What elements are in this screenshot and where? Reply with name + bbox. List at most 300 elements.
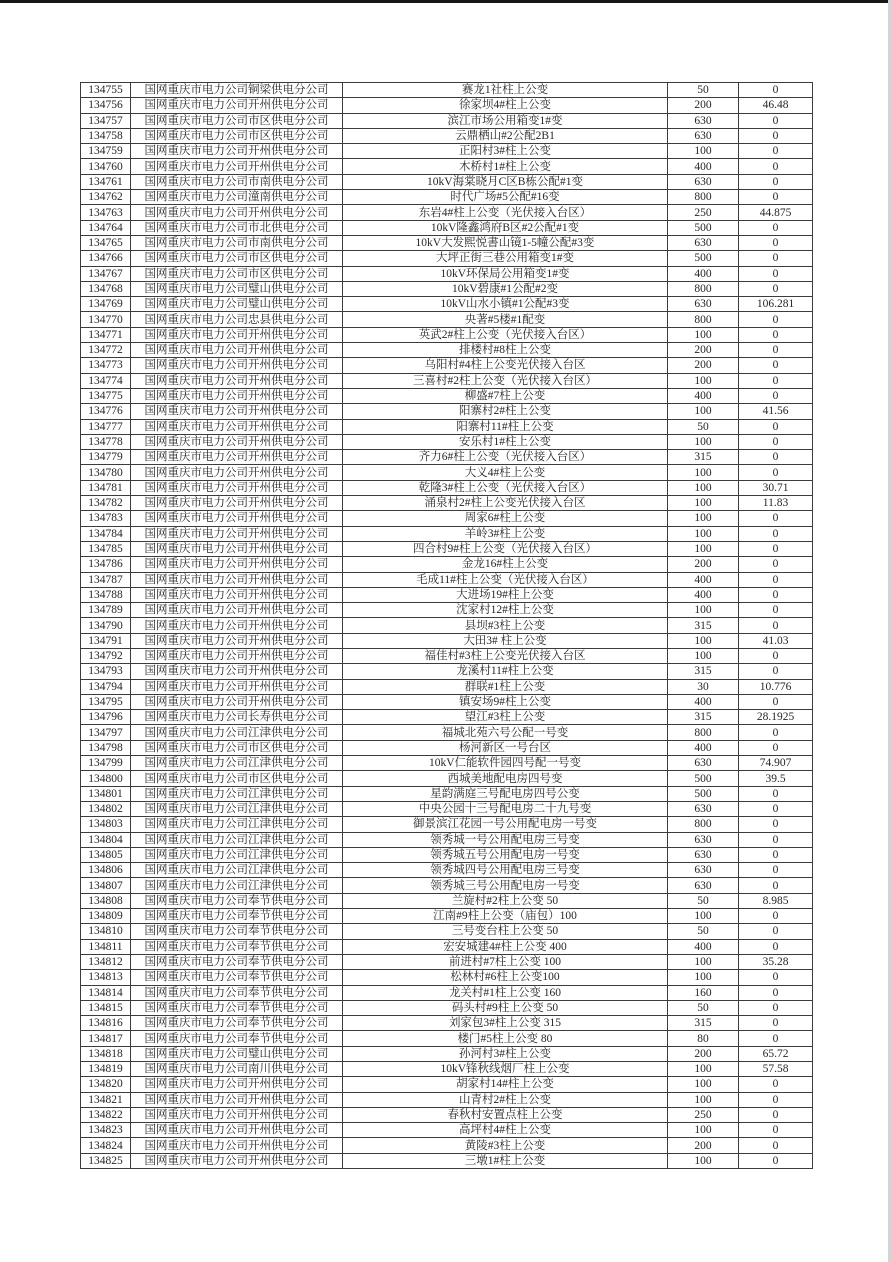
table-row [81, 801, 813, 816]
cell-metric: 0 [739, 939, 813, 954]
cell-station-name: 安乐村1#柱上公变 [343, 434, 668, 449]
cell-capacity: 100 [668, 1123, 739, 1138]
table-row [81, 128, 813, 143]
table-row [81, 511, 813, 526]
cell-station-name: 排楼村#8柱上公变 [343, 343, 668, 358]
cell-metric: 0 [739, 985, 813, 1000]
cell-capacity: 800 [668, 312, 739, 327]
cell-station-name: 山青村2#柱上公变 [343, 1092, 668, 1107]
table-row [81, 572, 813, 587]
cell-id: 134756 [81, 98, 131, 113]
table-row [81, 756, 813, 771]
table-row [81, 1092, 813, 1107]
cell-metric: 0 [739, 388, 813, 403]
cell-capacity: 100 [668, 327, 739, 342]
page-edge-strip [888, 0, 892, 1262]
cell-company: 国网重庆市电力公司奉节供电分公司 [131, 909, 343, 924]
cell-id: 134812 [81, 954, 131, 969]
cell-company: 国网重庆市电力公司市南供电分公司 [131, 235, 343, 250]
cell-station-name: 10kV隆鑫鸿府B区#2公配#1变 [343, 220, 668, 235]
cell-id: 134769 [81, 297, 131, 312]
cell-capacity: 100 [668, 1062, 739, 1077]
cell-company: 国网重庆市电力公司开州供电分公司 [131, 480, 343, 495]
cell-company: 国网重庆市电力公司开州供电分公司 [131, 633, 343, 648]
table-row [81, 450, 813, 465]
cell-company: 国网重庆市电力公司开州供电分公司 [131, 1107, 343, 1122]
cell-company: 国网重庆市电力公司开州供电分公司 [131, 450, 343, 465]
cell-metric: 0 [739, 1031, 813, 1046]
cell-station-name: 时代广场#5公配#16变 [343, 190, 668, 205]
cell-id: 134773 [81, 358, 131, 373]
cell-capacity: 50 [668, 893, 739, 908]
table-row [81, 266, 813, 281]
table-row [81, 771, 813, 786]
cell-metric: 39.5 [739, 771, 813, 786]
cell-id: 134762 [81, 190, 131, 205]
cell-metric: 0 [739, 128, 813, 143]
cell-company: 国网重庆市电力公司开州供电分公司 [131, 205, 343, 220]
table-row [81, 694, 813, 709]
cell-company: 国网重庆市电力公司市区供电分公司 [131, 266, 343, 281]
cell-id: 134776 [81, 404, 131, 419]
cell-capacity: 250 [668, 205, 739, 220]
cell-capacity: 400 [668, 694, 739, 709]
cell-station-name: 高坪村4#柱上公变 [343, 1123, 668, 1138]
cell-capacity: 100 [668, 511, 739, 526]
cell-capacity: 200 [668, 557, 739, 572]
cell-capacity: 630 [668, 113, 739, 128]
cell-id: 134777 [81, 419, 131, 434]
cell-company: 国网重庆市电力公司市北供电分公司 [131, 220, 343, 235]
table-row [81, 587, 813, 602]
cell-metric: 0 [739, 450, 813, 465]
cell-company: 国网重庆市电力公司江津供电分公司 [131, 878, 343, 893]
cell-capacity: 100 [668, 480, 739, 495]
cell-station-name: 云鼎栖山#2公配2B1 [343, 128, 668, 143]
cell-id: 134820 [81, 1077, 131, 1092]
cell-capacity: 100 [668, 465, 739, 480]
cell-station-name: 黄陵#3柱上公变 [343, 1138, 668, 1153]
table-row [81, 863, 813, 878]
cell-id: 134803 [81, 817, 131, 832]
cell-id: 134790 [81, 618, 131, 633]
cell-id: 134821 [81, 1092, 131, 1107]
cell-capacity: 630 [668, 801, 739, 816]
cell-metric: 28.1925 [739, 710, 813, 725]
cell-id: 134793 [81, 664, 131, 679]
cell-station-name: 码头村#9柱上公变 50 [343, 1000, 668, 1015]
cell-station-name: 周家6#柱上公变 [343, 511, 668, 526]
cell-capacity: 200 [668, 358, 739, 373]
table-row [81, 909, 813, 924]
cell-station-name: 毛成11#柱上公变（光伏接入台区） [343, 572, 668, 587]
cell-metric: 106.281 [739, 297, 813, 312]
cell-station-name: 徐家坝4#柱上公变 [343, 98, 668, 113]
table-row [81, 83, 813, 98]
cell-station-name: 乾隆3#柱上公变（光伏接入台区） [343, 480, 668, 495]
cell-id: 134789 [81, 603, 131, 618]
table-row [81, 664, 813, 679]
cell-metric: 0 [739, 358, 813, 373]
table-row [81, 710, 813, 725]
cell-id: 134816 [81, 1016, 131, 1031]
cell-company: 国网重庆市电力公司奉节供电分公司 [131, 1031, 343, 1046]
cell-metric: 0 [739, 434, 813, 449]
cell-station-name: 中央公园十三号配电房二十九号变 [343, 801, 668, 816]
cell-company: 国网重庆市电力公司长寿供电分公司 [131, 710, 343, 725]
cell-capacity: 50 [668, 1000, 739, 1015]
cell-company: 国网重庆市电力公司开州供电分公司 [131, 511, 343, 526]
cell-metric: 0 [739, 832, 813, 847]
cell-capacity: 800 [668, 817, 739, 832]
cell-id: 134755 [81, 83, 131, 98]
cell-company: 国网重庆市电力公司市区供电分公司 [131, 128, 343, 143]
cell-company: 国网重庆市电力公司开州供电分公司 [131, 465, 343, 480]
table-row [81, 924, 813, 939]
cell-metric: 0 [739, 419, 813, 434]
cell-capacity: 800 [668, 725, 739, 740]
cell-id: 134792 [81, 648, 131, 663]
table-row [81, 725, 813, 740]
cell-station-name: 胡家村14#柱上公变 [343, 1077, 668, 1092]
table-row [81, 1138, 813, 1153]
table-row [81, 404, 813, 419]
cell-company: 国网重庆市电力公司奉节供电分公司 [131, 954, 343, 969]
cell-station-name: 龙溪村11#柱上公变 [343, 664, 668, 679]
cell-capacity: 630 [668, 756, 739, 771]
cell-company: 国网重庆市电力公司开州供电分公司 [131, 434, 343, 449]
cell-metric: 30.71 [739, 480, 813, 495]
cell-company: 国网重庆市电力公司江津供电分公司 [131, 847, 343, 862]
cell-capacity: 200 [668, 1046, 739, 1061]
cell-station-name: 西城美地配电房四号变 [343, 771, 668, 786]
cell-id: 134758 [81, 128, 131, 143]
cell-metric: 10.776 [739, 679, 813, 694]
cell-id: 134794 [81, 679, 131, 694]
cell-station-name: 春秋村安置点柱上公变 [343, 1107, 668, 1122]
cell-metric: 0 [739, 863, 813, 878]
cell-station-name: 御景滨江花园一号公用配电房一号变 [343, 817, 668, 832]
cell-company: 国网重庆市电力公司开州供电分公司 [131, 664, 343, 679]
table-row [81, 1031, 813, 1046]
cell-company: 国网重庆市电力公司开州供电分公司 [131, 603, 343, 618]
cell-station-name: 阳寨村2#柱上公变 [343, 404, 668, 419]
cell-station-name: 领秀城一号公用配电房三号变 [343, 832, 668, 847]
table-row [81, 1046, 813, 1061]
cell-company: 国网重庆市电力公司铜梁供电分公司 [131, 83, 343, 98]
cell-id: 134800 [81, 771, 131, 786]
cell-company: 国网重庆市电力公司江津供电分公司 [131, 786, 343, 801]
table-row [81, 847, 813, 862]
cell-company: 国网重庆市电力公司开州供电分公司 [131, 404, 343, 419]
cell-metric: 41.03 [739, 633, 813, 648]
table-row [81, 343, 813, 358]
cell-station-name: 木桥村1#柱上公变 [343, 159, 668, 174]
cell-capacity: 100 [668, 404, 739, 419]
cell-station-name: 江南#9柱上公变（庙包）100 [343, 909, 668, 924]
cell-station-name: 金龙16#柱上公变 [343, 557, 668, 572]
cell-metric: 11.83 [739, 496, 813, 511]
cell-capacity: 400 [668, 939, 739, 954]
cell-station-name: 10kV环保局公用箱变1#变 [343, 266, 668, 281]
cell-company: 国网重庆市电力公司江津供电分公司 [131, 863, 343, 878]
cell-id: 134811 [81, 939, 131, 954]
cell-id: 134818 [81, 1046, 131, 1061]
cell-company: 国网重庆市电力公司奉节供电分公司 [131, 924, 343, 939]
cell-metric: 0 [739, 557, 813, 572]
table-row [81, 893, 813, 908]
cell-metric: 0 [739, 190, 813, 205]
cell-id: 134795 [81, 694, 131, 709]
cell-station-name: 10kV锋秋线烟厂柱上公变 [343, 1062, 668, 1077]
cell-station-name: 柳盛#7柱上公变 [343, 388, 668, 403]
cell-company: 国网重庆市电力公司开州供电分公司 [131, 541, 343, 556]
cell-station-name: 三号变台柱上公变 50 [343, 924, 668, 939]
table-row [81, 1077, 813, 1092]
cell-station-name: 福佳村#3柱上公变光伏接入台区 [343, 648, 668, 663]
cell-metric: 46.48 [739, 98, 813, 113]
cell-company: 国网重庆市电力公司江津供电分公司 [131, 725, 343, 740]
cell-id: 134764 [81, 220, 131, 235]
cell-station-name: 星韵满庭三号配电房四号公变 [343, 786, 668, 801]
cell-metric: 0 [739, 281, 813, 296]
cell-capacity: 400 [668, 740, 739, 755]
cell-id: 134768 [81, 281, 131, 296]
cell-station-name: 大义4#柱上公变 [343, 465, 668, 480]
table-row [81, 939, 813, 954]
cell-metric: 0 [739, 235, 813, 250]
cell-station-name: 齐力6#柱上公变（光伏接入台区） [343, 450, 668, 465]
cell-metric: 0 [739, 511, 813, 526]
table-row [81, 190, 813, 205]
cell-id: 134822 [81, 1107, 131, 1122]
cell-station-name: 英武2#柱上公变（光伏接入台区） [343, 327, 668, 342]
table-row [81, 496, 813, 511]
cell-company: 国网重庆市电力公司开州供电分公司 [131, 144, 343, 159]
table-row [81, 388, 813, 403]
cell-capacity: 50 [668, 419, 739, 434]
cell-station-name: 望江#3柱上公变 [343, 710, 668, 725]
table-row [81, 817, 813, 832]
cell-metric: 0 [739, 587, 813, 602]
table-row [81, 970, 813, 985]
cell-capacity: 630 [668, 863, 739, 878]
cell-company: 国网重庆市电力公司南川供电分公司 [131, 1062, 343, 1077]
table-row [81, 1153, 813, 1168]
cell-station-name: 松林村#6柱上公变100 [343, 970, 668, 985]
cell-metric: 0 [739, 664, 813, 679]
cell-capacity: 400 [668, 587, 739, 602]
cell-station-name: 羊岭3#柱上公变 [343, 526, 668, 541]
table-row [81, 557, 813, 572]
cell-company: 国网重庆市电力公司开州供电分公司 [131, 679, 343, 694]
cell-metric: 0 [739, 526, 813, 541]
cell-id: 134761 [81, 174, 131, 189]
cell-id: 134766 [81, 251, 131, 266]
cell-id: 134778 [81, 434, 131, 449]
cell-company: 国网重庆市电力公司开州供电分公司 [131, 587, 343, 602]
cell-metric: 0 [739, 1123, 813, 1138]
cell-metric: 44.875 [739, 205, 813, 220]
cell-capacity: 100 [668, 1092, 739, 1107]
cell-station-name: 领秀城四号公用配电房三号变 [343, 863, 668, 878]
cell-metric: 0 [739, 220, 813, 235]
cell-company: 国网重庆市电力公司江津供电分公司 [131, 817, 343, 832]
cell-capacity: 160 [668, 985, 739, 1000]
cell-company: 国网重庆市电力公司璧山供电分公司 [131, 1046, 343, 1061]
cell-id: 134823 [81, 1123, 131, 1138]
cell-company: 国网重庆市电力公司开州供电分公司 [131, 1092, 343, 1107]
cell-capacity: 630 [668, 128, 739, 143]
cell-capacity: 100 [668, 144, 739, 159]
cell-station-name: 沈家村12#柱上公变 [343, 603, 668, 618]
cell-station-name: 领秀城五号公用配电房一号变 [343, 847, 668, 862]
cell-id: 134770 [81, 312, 131, 327]
cell-metric: 0 [739, 648, 813, 663]
cell-id: 134805 [81, 847, 131, 862]
cell-metric: 0 [739, 83, 813, 98]
cell-metric: 0 [739, 801, 813, 816]
cell-metric: 0 [739, 1107, 813, 1122]
cell-id: 134799 [81, 756, 131, 771]
cell-station-name: 涌泉村2#柱上公变光伏接入台区 [343, 496, 668, 511]
cell-company: 国网重庆市电力公司开州供电分公司 [131, 358, 343, 373]
cell-company: 国网重庆市电力公司开州供电分公司 [131, 1138, 343, 1153]
table-body [81, 83, 813, 1169]
cell-capacity: 200 [668, 1138, 739, 1153]
cell-id: 134775 [81, 388, 131, 403]
cell-id: 134759 [81, 144, 131, 159]
cell-company: 国网重庆市电力公司开州供电分公司 [131, 159, 343, 174]
cell-company: 国网重庆市电力公司奉节供电分公司 [131, 1016, 343, 1031]
cell-capacity: 100 [668, 496, 739, 511]
cell-metric: 0 [739, 251, 813, 266]
cell-company: 国网重庆市电力公司奉节供电分公司 [131, 985, 343, 1000]
cell-station-name: 大坪正街三巷公用箱变1#变 [343, 251, 668, 266]
table-row [81, 832, 813, 847]
cell-metric: 65.72 [739, 1046, 813, 1061]
cell-company: 国网重庆市电力公司开州供电分公司 [131, 373, 343, 388]
cell-metric: 0 [739, 786, 813, 801]
cell-id: 134801 [81, 786, 131, 801]
cell-id: 134809 [81, 909, 131, 924]
table-row [81, 786, 813, 801]
cell-metric: 57.58 [739, 1062, 813, 1077]
table-row [81, 98, 813, 113]
cell-capacity: 100 [668, 648, 739, 663]
cell-capacity: 250 [668, 1107, 739, 1122]
cell-id: 134796 [81, 710, 131, 725]
table-row [81, 113, 813, 128]
cell-station-name: 群联#1柱上公变 [343, 679, 668, 694]
cell-id: 134808 [81, 893, 131, 908]
cell-station-name: 刘家包3#柱上公变 315 [343, 1016, 668, 1031]
cell-station-name: 阳寨村11#柱上公变 [343, 419, 668, 434]
cell-station-name: 福城北苑六号公配一号变 [343, 725, 668, 740]
table-row [81, 205, 813, 220]
cell-station-name: 10kV大发熙悦書山镜1-5幢公配#3变 [343, 235, 668, 250]
cell-metric: 0 [739, 541, 813, 556]
cell-station-name: 兰旋村#2柱上公变 50 [343, 893, 668, 908]
cell-company: 国网重庆市电力公司市南供电分公司 [131, 174, 343, 189]
cell-company: 国网重庆市电力公司开州供电分公司 [131, 1077, 343, 1092]
table-row [81, 159, 813, 174]
cell-station-name: 赛龙1社柱上公变 [343, 83, 668, 98]
cell-metric: 0 [739, 159, 813, 174]
cell-station-name: 10kV仁能软件园四号配一号变 [343, 756, 668, 771]
cell-capacity: 50 [668, 924, 739, 939]
cell-station-name: 宏安城建4#柱上公变 400 [343, 939, 668, 954]
cell-metric: 0 [739, 847, 813, 862]
cell-metric: 0 [739, 1092, 813, 1107]
cell-metric: 0 [739, 312, 813, 327]
cell-id: 134774 [81, 373, 131, 388]
table-row [81, 144, 813, 159]
cell-capacity: 100 [668, 1153, 739, 1168]
cell-metric: 41.56 [739, 404, 813, 419]
cell-company: 国网重庆市电力公司开州供电分公司 [131, 648, 343, 663]
table-row [81, 603, 813, 618]
cell-metric: 0 [739, 144, 813, 159]
cell-metric: 0 [739, 817, 813, 832]
cell-capacity: 100 [668, 970, 739, 985]
cell-capacity: 100 [668, 909, 739, 924]
cell-metric: 0 [739, 113, 813, 128]
cell-metric: 0 [739, 572, 813, 587]
cell-capacity: 200 [668, 98, 739, 113]
cell-company: 国网重庆市电力公司开州供电分公司 [131, 98, 343, 113]
cell-metric: 0 [739, 1138, 813, 1153]
cell-station-name: 滨江市场公用箱变1#变 [343, 113, 668, 128]
cell-capacity: 500 [668, 251, 739, 266]
cell-id: 134802 [81, 801, 131, 816]
cell-metric: 0 [739, 1000, 813, 1015]
table-row [81, 1016, 813, 1031]
cell-station-name: 孙河村3#柱上公变 [343, 1046, 668, 1061]
table-row [81, 434, 813, 449]
cell-id: 134763 [81, 205, 131, 220]
table-row [81, 327, 813, 342]
cell-station-name: 龙关村#1柱上公变 160 [343, 985, 668, 1000]
cell-company: 国网重庆市电力公司开州供电分公司 [131, 327, 343, 342]
cell-station-name: 10kV碧康#1公配#2变 [343, 281, 668, 296]
cell-capacity: 315 [668, 710, 739, 725]
table-row [81, 985, 813, 1000]
cell-id: 134760 [81, 159, 131, 174]
table-row [81, 541, 813, 556]
cell-capacity: 80 [668, 1031, 739, 1046]
cell-capacity: 315 [668, 618, 739, 633]
cell-station-name: 前进村#7柱上公变 100 [343, 954, 668, 969]
cell-station-name: 县坝#3柱上公变 [343, 618, 668, 633]
cell-metric: 0 [739, 1077, 813, 1092]
cell-id: 134765 [81, 235, 131, 250]
cell-capacity: 500 [668, 771, 739, 786]
cell-station-name: 大田3# 柱上公变 [343, 633, 668, 648]
cell-capacity: 500 [668, 220, 739, 235]
cell-id: 134780 [81, 465, 131, 480]
table-row [81, 633, 813, 648]
cell-metric: 35.28 [739, 954, 813, 969]
cell-capacity: 100 [668, 1077, 739, 1092]
cell-id: 134814 [81, 985, 131, 1000]
cell-id: 134807 [81, 878, 131, 893]
cell-metric: 74.907 [739, 756, 813, 771]
cell-metric: 0 [739, 327, 813, 342]
cell-company: 国网重庆市电力公司璧山供电分公司 [131, 297, 343, 312]
cell-capacity: 100 [668, 541, 739, 556]
cell-id: 134824 [81, 1138, 131, 1153]
